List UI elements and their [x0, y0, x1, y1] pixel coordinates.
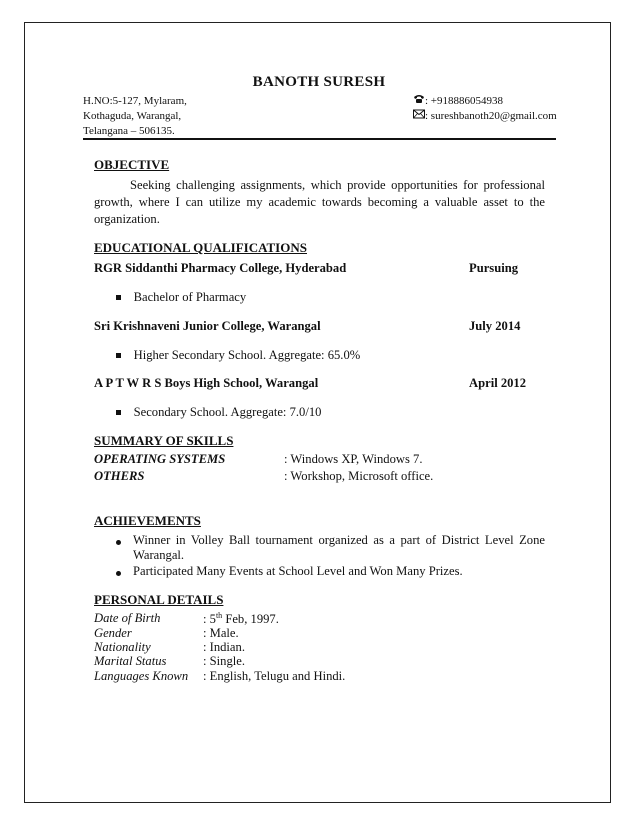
personal-value: : Male. [203, 626, 239, 640]
personal-value: : Indian. [203, 640, 245, 654]
education-status: Pursuing [469, 261, 518, 275]
achievement-bullet-icon [116, 566, 121, 581]
education-heading: EDUCATIONAL QUALIFICATIONS [94, 240, 307, 255]
skill-value: : Windows XP, Windows 7. [284, 452, 423, 466]
candidate-name: BANOTH SURESH [252, 74, 386, 90]
square-bullet-icon [116, 410, 121, 415]
personal-value: : 5th Feb, 1997. [203, 611, 279, 627]
education-detail: Secondary School. Aggregate: 7.0/10 [116, 405, 321, 420]
square-bullet-icon [116, 295, 121, 300]
education-status: April 2012 [469, 376, 527, 390]
personal-value: : Single. [203, 654, 245, 668]
square-bullet-icon [116, 353, 121, 358]
achievements-heading: ACHIEVEMENTS [94, 513, 201, 528]
objective-text: Seeking challenging assignments, which provide opportunities for professional growth, where I can utilize my academic towards becoming a valuable asset to the organization. [94, 178, 545, 226]
phone-number: : +918886054938 [425, 95, 504, 108]
personal-label: Gender [94, 626, 132, 640]
header-divider [83, 138, 556, 140]
phone-contact [413, 94, 503, 109]
skills-heading: SUMMARY OF SKILLS [94, 433, 234, 448]
email-address: : sureshbanoth20@gmail.com [425, 110, 557, 123]
education-status: July 2014 [469, 319, 521, 333]
achievement-item: Winner in Volley Ball tournament organized as a part of District Level Zone Warangal. [133, 533, 545, 562]
education-institution: A P T W R S Boys High School, Warangal [94, 376, 319, 390]
address-line-1: H.NO:5-127, Mylaram, [83, 95, 187, 107]
address-line-3: Telangana – 506135. [83, 125, 175, 137]
address-line-2: Kothaguda, Warangal, [83, 110, 182, 122]
personal-label: Date of Birth [94, 611, 161, 625]
education-institution: RGR Siddanthi Pharmacy College, Hyderabad [94, 261, 347, 275]
objective-heading: OBJECTIVE [94, 157, 170, 172]
achievement-bullet-icon [116, 535, 121, 550]
envelope-icon [413, 109, 425, 124]
education-detail: Bachelor of Pharmacy [116, 290, 246, 305]
telephone-icon [413, 94, 425, 109]
email-contact [413, 109, 557, 124]
achievement-item: Participated Many Events at School Level and Won Many Prizes. [133, 564, 463, 578]
personal-heading: PERSONAL DETAILS [94, 592, 224, 607]
personal-label: Languages Known [94, 669, 189, 683]
education-detail: Higher Secondary School. Aggregate: 65.0% [116, 348, 360, 363]
skill-label: OTHERS [94, 469, 145, 483]
personal-value: : English, Telugu and Hindi. [203, 669, 346, 683]
skill-label: OPERATING SYSTEMS [94, 452, 226, 466]
personal-label: Marital Status [94, 654, 167, 668]
education-institution: Sri Krishnaveni Junior College, Warangal [94, 319, 321, 333]
personal-label: Nationality [94, 640, 151, 654]
skill-value: : Workshop, Microsoft office. [284, 469, 434, 483]
